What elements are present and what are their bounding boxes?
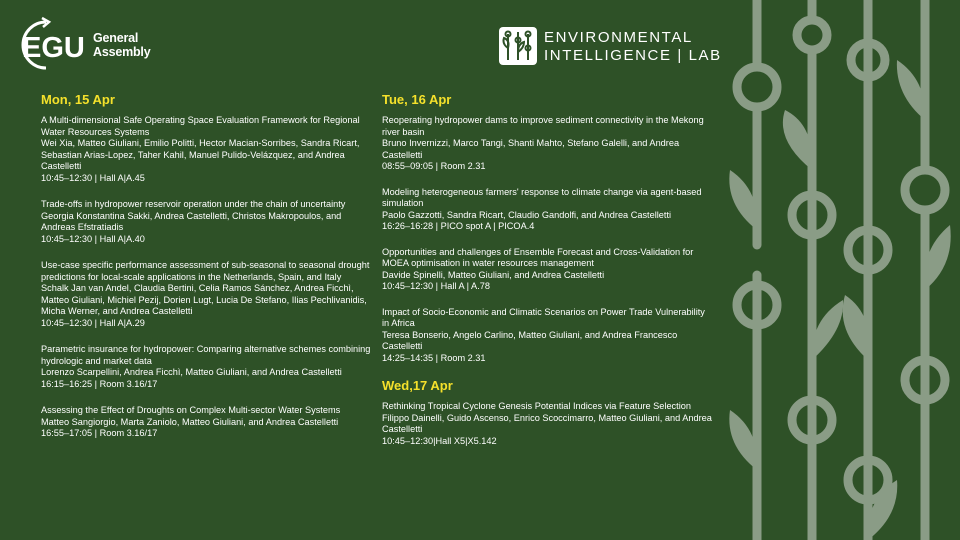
talk-title: Parametric insurance for hydropower: Comparing alternative schemes combining hydrologic and market data: [41, 344, 371, 366]
talk-time-location: 14:25–14:35 | Room 2.31: [382, 352, 486, 363]
egu-assembly-text: Assembly: [93, 45, 151, 59]
tuesday-wednesday-schedule: [382, 92, 712, 461]
talk-title: Assessing the Effect of Droughts on Complex Multi-sector Water Systems: [41, 405, 341, 415]
day-heading-monday: Mon, 15 Apr: [41, 92, 115, 107]
day-heading-tuesday: Tue, 16 Apr: [382, 92, 452, 107]
talk-time-location: 08:55–09:05 | Room 2.31: [382, 161, 486, 171]
talk-item: [382, 115, 712, 173]
talk-time-location: 16:55–17:05 | Room 3.16/17: [41, 428, 158, 438]
talk-authors: Filippo Dainelli, Guido Ascenso, Enrico Scoccimarro, Matteo Giuliani, and Andrea Castelletti: [382, 412, 712, 434]
talk-title: Opportunities and challenges of Ensemble Forecast and Cross-Validation for MOEA optimisation in water resources management: [382, 246, 694, 268]
talk-item: [41, 260, 371, 329]
talk-authors: Teresa Bonserio, Angelo Carlino, Matteo Giuliani, and Andrea Francesco Castelletti: [382, 329, 678, 351]
talk-authors: Bruno Invernizzi, Marco Tangi, Shanti Mahto, Stefano Galelli, and Andrea Castelletti: [382, 138, 680, 160]
egu-letters: EGU: [22, 32, 85, 64]
talk-time-location: 10:45–12:30 | Hall A|A.40: [41, 233, 145, 244]
talk-authors: Wei Xia, Matteo Giuliani, Emilio Politti, Hector Macian-Sorribes, Sandra Ricart, Sebastian Arias-Lopez, Taher Kahil, Manuel Pulido-Velázquez, and Andrea Castelletti: [41, 138, 360, 171]
talk-authors: Lorenzo Scarpellini, Andrea Ficchì, Matteo Giuliani, and Andrea Castelletti: [41, 367, 342, 377]
talk-time-location: 10:45–12:30 | Hall A | A.78: [382, 281, 490, 291]
talk-time-location: 10:45–12:30 | Hall A|A.29: [41, 317, 145, 328]
monday-schedule: [41, 92, 371, 455]
circuit-leaf-icon: [498, 26, 538, 66]
talk-time-location: 16:26–16:28 | PICO spot A | PICOA.4: [382, 221, 535, 231]
talk-item: [41, 115, 371, 184]
leaf-icon: [812, 300, 843, 360]
lab-name-line1: ENVIRONMENTAL: [544, 29, 693, 46]
talk-authors: Davide Spinelli, Matteo Giuliani, and Andrea Castelletti: [382, 269, 605, 280]
talk-title: A Multi-dimensional Safe Operating Space Evaluation Framework for Regional Water Resources Systems: [41, 115, 360, 137]
lab-name-line2: INTELLIGENCE | LAB: [544, 47, 722, 64]
talk-authors: Schalk Jan van Andel, Claudia Bertini, Celia Ramos Sánchez, Andrea Ficchì, Matteo Giuliani, Michiel Pezij, Dorien Lugt, Lucia De Stefano, Ilias Pechlivanidis, Micha Werner, and Andrea Castelletti: [41, 283, 367, 316]
talk-title: Use-case specific performance assessment of sub-seasonal to seasonal drought predictions for local-scale applications in the Netherlands, Spain, and Italy: [41, 260, 370, 282]
talk-authors: Matteo Sangiorgio, Marta Zaniolo, Matteo Giuliani, and Andrea Castelletti: [41, 416, 339, 427]
environmental-intelligence-lab-logo: [498, 26, 722, 70]
talk-item: [41, 199, 371, 245]
talk-time-location: 10:45–12:30 | Hall A|A.45: [41, 172, 145, 183]
talk-title: Modeling heterogeneous farmers' response to climate change via agent-based simulation: [382, 186, 702, 208]
talk-title: Trade-offs in hydropower reservoir operation under the chain of uncertainty: [41, 199, 346, 209]
talk-title: Rethinking Tropical Cyclone Genesis Potential Indices via Feature Selection: [382, 401, 691, 411]
egu-logo: [16, 14, 166, 76]
talk-item: [382, 247, 712, 293]
talk-item: [41, 344, 371, 390]
talk-item: [382, 401, 712, 447]
talk-item: [382, 307, 712, 365]
talk-item: [382, 187, 712, 233]
talk-time-location: 16:15–16:25 | Room 3.16/17: [41, 378, 158, 389]
day-heading-wednesday: Wed,17 Apr: [382, 378, 453, 393]
talk-item: [41, 405, 371, 440]
egu-general-text: General: [93, 31, 139, 45]
decorative-circuit-pattern: [715, 0, 960, 540]
talk-title: Impact of Socio-Economic and Climatic Scenarios on Power Trade Vulnerability in Africa: [382, 306, 705, 328]
talk-time-location: 10:45–12:30|Hall X5|X5.142: [382, 435, 497, 446]
talk-title: Reoperating hydropower dams to improve sediment connectivity in the Mekong river basin: [382, 115, 704, 137]
talk-authors: Paolo Gazzotti, Sandra Ricart, Claudio Gandolfi, and Andrea Castelletti: [382, 209, 672, 220]
talk-authors: Georgia Konstantina Sakki, Andrea Castelletti, Christos Makropoulos, and Andreas Efstratiadis: [41, 210, 342, 232]
egu-emblem-icon: [16, 14, 94, 74]
